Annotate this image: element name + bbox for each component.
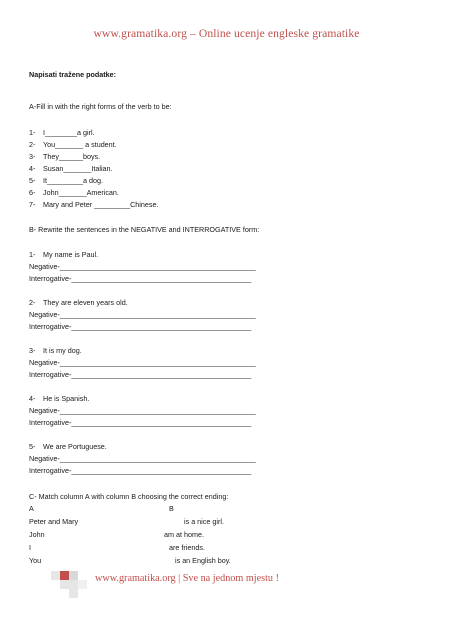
page-header-title: www.gramatika.org – Online ucenje engleske gramatike — [93, 27, 360, 40]
negative-answer-line: Negative-_________________________________________________ — [29, 310, 256, 319]
negative-answer-line: Negative-_________________________________________________ — [29, 262, 256, 271]
intro-heading: Napisati tražene podatke: — [29, 70, 117, 79]
negative-answer-line: Negative-_________________________________________________ — [29, 454, 256, 463]
interrogative-answer-line: Interrogative-_____________________________________________ — [29, 418, 252, 427]
negative-answer-line: Negative-_________________________________________________ — [29, 358, 256, 367]
interrogative-answer-line: Interrogative-_____________________________________________ — [29, 322, 252, 331]
column-b-cell: is a nice girl. — [184, 517, 224, 526]
footer-link[interactable]: www.gramatika.org | Sve na jednom mjestu ! — [95, 573, 279, 584]
column-a-cell: Peter and Mary — [29, 517, 79, 526]
column-b-header: B — [169, 504, 174, 513]
column-a-cell: You — [29, 556, 42, 565]
section-b-instruction: B- Rewrite the sentences in the NEGATIVE and INTERROGATIVE form: — [29, 225, 260, 234]
page-footer — [0, 571, 453, 611]
negative-answer-line: Negative-_________________________________________________ — [29, 406, 256, 415]
column-a-cell: John — [29, 530, 45, 539]
interrogative-answer-line: Interrogative-_____________________________________________ — [29, 466, 252, 475]
section-a-instruction: A-Fill in with the right forms of the verb to be: — [29, 102, 172, 111]
column-a-header: A — [29, 504, 34, 513]
section-c-instruction: C- Match column A with column B choosing the correct ending: — [29, 492, 229, 501]
interrogative-answer-line: Interrogative-_____________________________________________ — [29, 370, 252, 379]
interrogative-answer-line: Interrogative-_____________________________________________ — [29, 274, 252, 283]
column-a-cell: I — [29, 543, 31, 552]
column-b-cell: are friends. — [169, 543, 205, 552]
column-b-cell: is an English boy. — [175, 556, 231, 565]
column-b-cell: am at home. — [164, 530, 204, 539]
